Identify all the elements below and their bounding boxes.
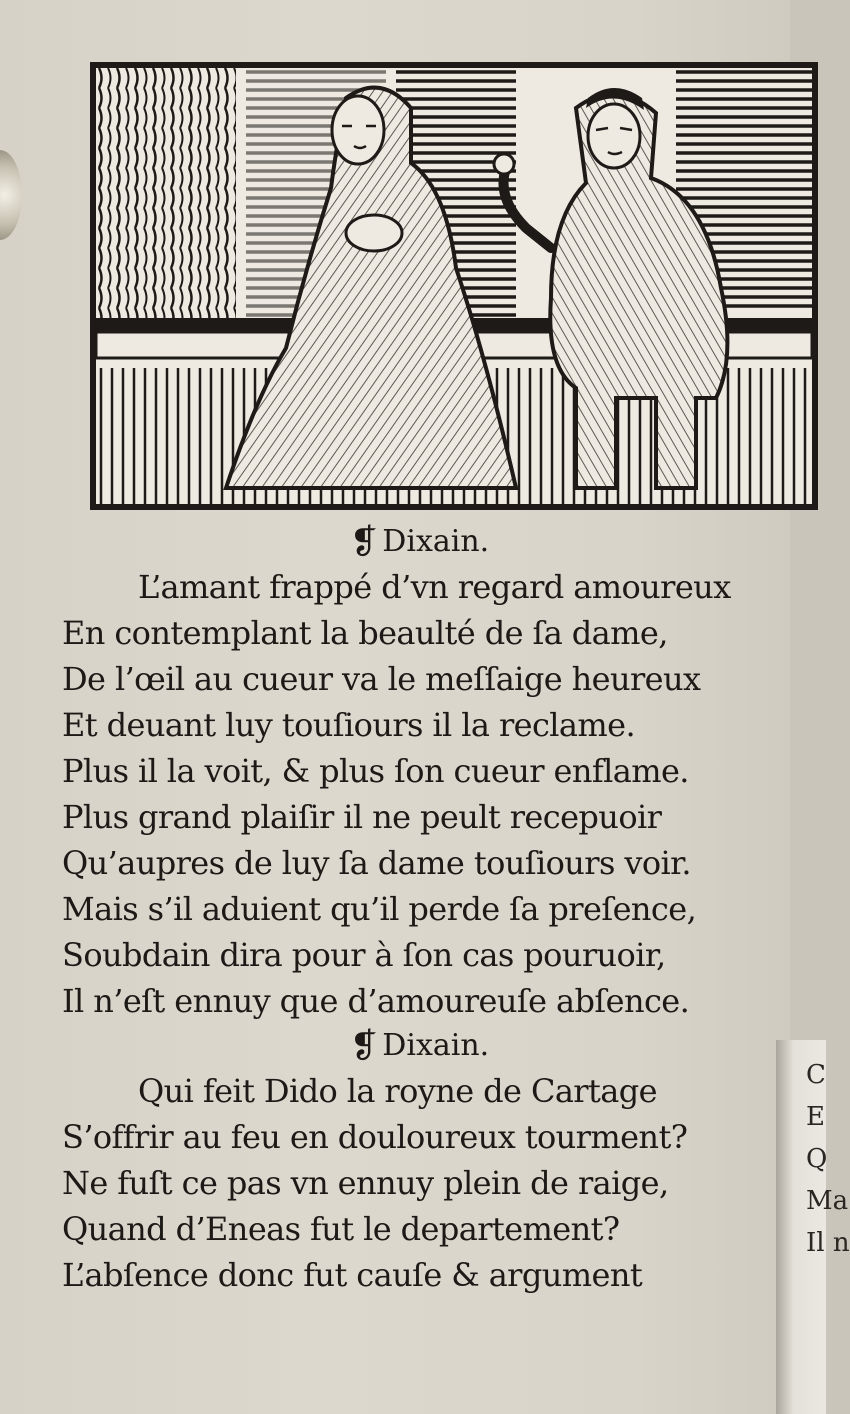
- verse-line: Et deuant luy touſiours il la reclame.: [62, 706, 636, 744]
- next-page-fragment: E: [806, 1102, 825, 1132]
- next-page-edge: [776, 1040, 850, 1414]
- verse-line: Ne fuſt ce pas vn ennuy plein de raige,: [62, 1164, 669, 1202]
- verse-line: De l’œil au cueur va le meſſaige heureux: [62, 660, 701, 698]
- verse-line: Mais s’il aduient qu’il perde ſa preſence,: [62, 890, 697, 928]
- poem-block: [62, 520, 777, 1298]
- verse-line: Plus il la voit, & plus ſon cueur enflame.: [62, 752, 689, 790]
- next-page-fragment: C: [806, 1060, 826, 1090]
- verse-line: Quand d’Eneas fut le departement?: [62, 1210, 620, 1248]
- section-heading-1: [62, 520, 777, 564]
- section-heading-2: [62, 1024, 777, 1068]
- woodcut-illustration-icon: [96, 68, 812, 504]
- verse-line: En contemplant la beaulté de ſa dame,: [62, 614, 668, 652]
- woodcut-illustration: [90, 62, 818, 510]
- verse-line: Qu’aupres de luy ſa dame touſiours voir.: [62, 844, 691, 882]
- verse-line: Plus grand plaiſir il ne peult recepuoir: [62, 798, 662, 836]
- next-page-fragment: Q: [806, 1144, 828, 1174]
- verse-line: S’offrir au feu en douloureux tourment?: [62, 1118, 688, 1156]
- verse-line: Il n’eſt ennuy que d’amoureuſe abſence.: [62, 982, 690, 1020]
- page-binding-hole: [0, 150, 22, 240]
- heading-text: Dixain.: [382, 524, 490, 559]
- verse-line: Soubdain dira pour à ſon cas pouruoir,: [62, 936, 666, 974]
- pilcrow-icon: ❡: [349, 522, 379, 562]
- heading-text: Dixain.: [382, 1028, 490, 1063]
- verse-line: L’abſence donc fut cauſe & argument: [62, 1256, 643, 1294]
- verse-line: L’amant frappé d’vn regard amoureux: [138, 568, 731, 606]
- next-page-fragment: Ma: [806, 1186, 849, 1216]
- verse-line: Qui feit Dido la royne de Cartage: [138, 1072, 657, 1110]
- next-page-fragment: Il n: [806, 1228, 850, 1258]
- pilcrow-icon: ❡: [349, 1026, 379, 1066]
